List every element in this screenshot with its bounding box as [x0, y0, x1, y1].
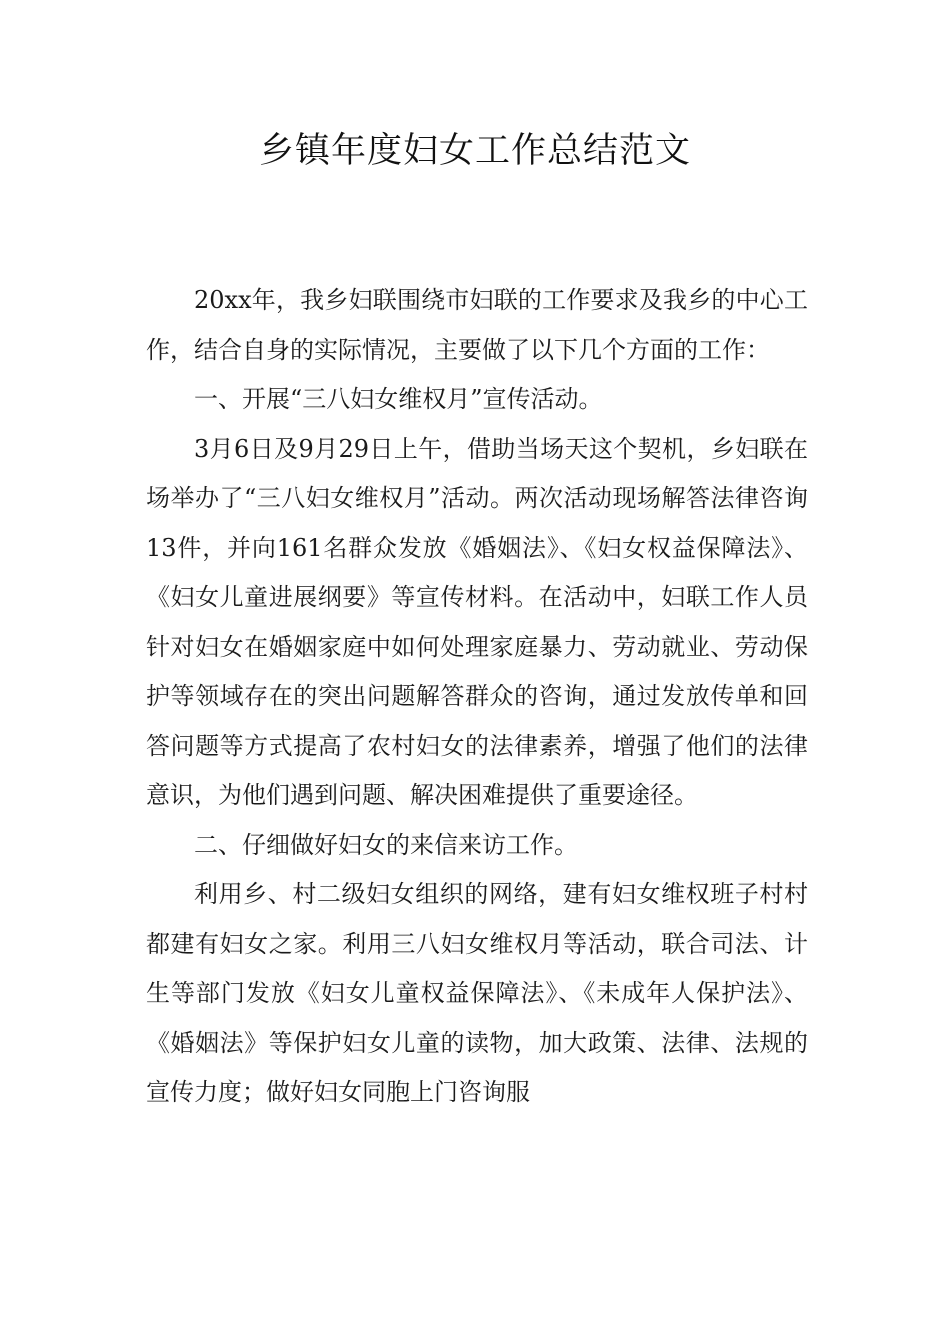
paragraph-intro: 20xx年，我乡妇联围绕市妇联的工作要求及我乡的中心工作，结合自身的实际情况，主要做了以下几个方面的工作： [146, 286, 808, 364]
document-body [146, 276, 808, 1118]
paragraph-section-1: 3月6日及9月29日上午，借助当场天这个契机，乡妇联在场举办了“三八妇女维权月”活动。两次活动现场解答法律咨询13件，并向161名群众发放《婚姻法》、《妇女权益保障法》、《妇女儿童进展纲要》等宣传材料。在活动中，妇联工作人员针对妇女在婚姻家庭中如何处理家庭暴力、劳动就业、劳动保护等领域存在的突出问题解答群众的咨询，通过发放传单和回答问题等方式提高了农村妇女的法律素养，增强了他们的法律意识，为他们遇到问题、解决困难提供了重要途径。 [146, 434, 808, 809]
section-heading-2: 二、仔细做好妇女的来信来访工作。 [194, 830, 578, 859]
paragraph-section-2: 利用乡、村二级妇女组织的网络，建有妇女维权班子村村都建有妇女之家。利用三八妇女维权月等活动，联合司法、计生等部门发放《妇女儿童权益保障法》、《未成年人保护法》、《婚姻法》等保护妇女儿童的读物，加大政策、法律、法规的宣传力度；做好妇女同胞上门咨询服 [146, 880, 808, 1106]
document-title: 乡镇年度妇女工作总结范文 [258, 131, 691, 171]
section-heading-1: 一、开展“三八妇女维权月”宣传活动。 [194, 385, 603, 413]
